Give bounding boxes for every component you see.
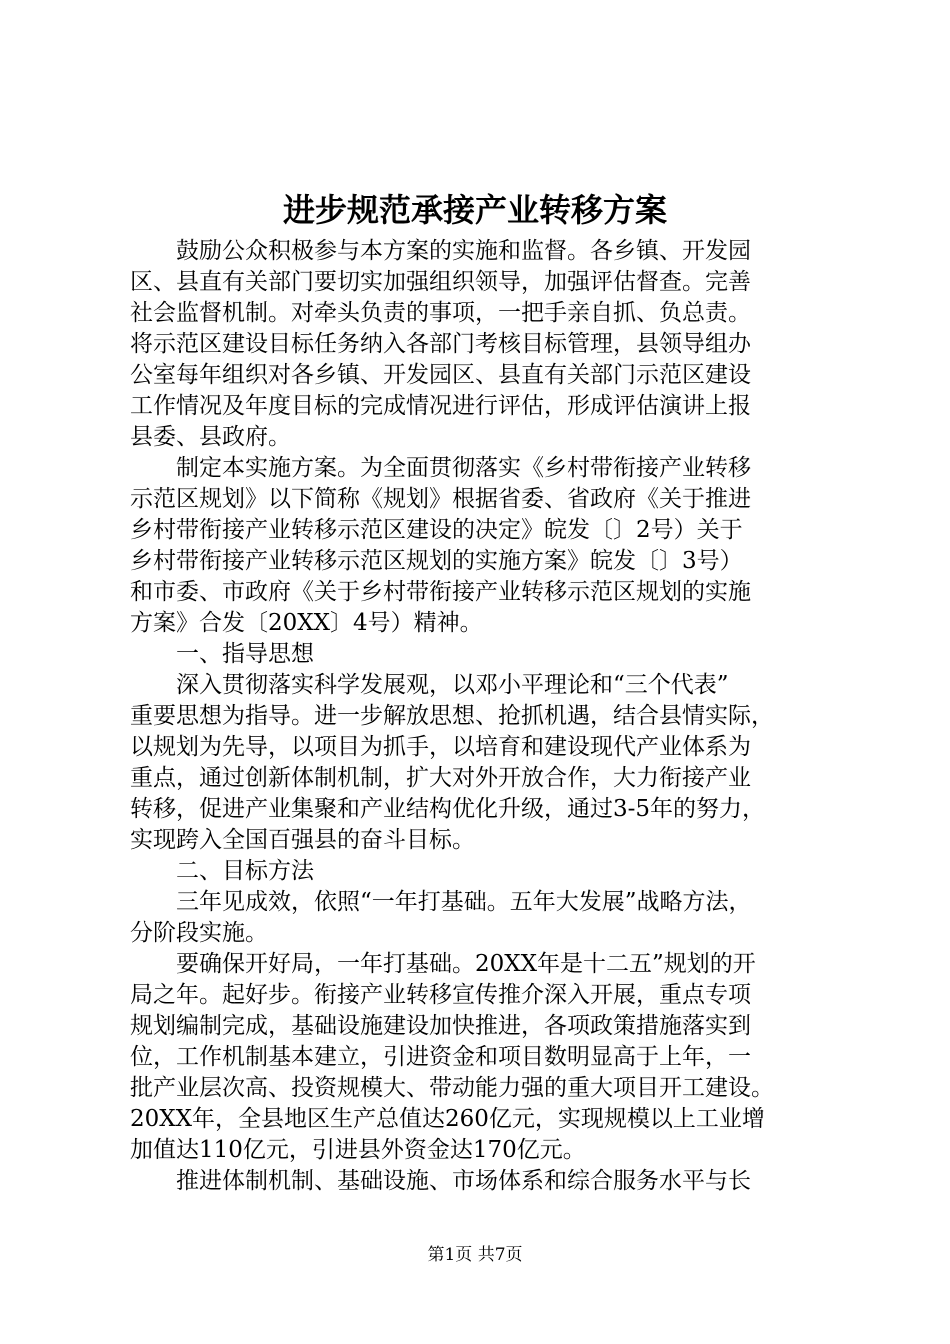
body-line: 鼓励公众积极参与本方案的实施和监督。各乡镇、开发园	[130, 238, 751, 264]
body-line: 规划编制完成，基础设施建设加快推进，各项政策措施落实到	[130, 1013, 751, 1039]
body-line: 公室每年组织对各乡镇、开发园区、县直有关部门示范区建设	[130, 362, 751, 388]
body-line: 20XX年，全县地区生产总值达260亿元，实现规模以上工业增	[130, 1106, 765, 1132]
body-line: 分阶段实施。	[130, 920, 268, 946]
body-line: 加值达110亿元，引进县外资金达170亿元。	[130, 1137, 586, 1163]
body-line: 三年见成效，依照“一年打基础。五年大发展”战略方法，	[130, 889, 752, 915]
body-line: 实现跨入全国百强县的奋斗目标。	[130, 827, 475, 853]
body-line: 示范区规划》以下简称《规划》根据省委、省政府《关于推进	[130, 486, 751, 512]
body-line: 要确保开好局，一年打基础。20XX年是十二五”规划的开	[130, 951, 756, 977]
document-title: 进步规范承接产业转移方案	[282, 191, 667, 229]
body-line: 推进体制机制、基础设施、市场体系和综合服务水平与长	[130, 1168, 751, 1194]
body-line: 重点，通过创新体制机制，扩大对外开放合作，大力衔接产业	[130, 765, 751, 791]
body-line: 局之年。起好步。衔接产业转移宣传推介深入开展，重点专项	[130, 982, 751, 1008]
body-line: 批产业层次高、投资规模大、带动能力强的重大项目开工建设。	[130, 1075, 774, 1101]
section-heading: 一、指导思想	[130, 641, 314, 667]
page-number-footer: 第1页 共7页	[427, 1245, 523, 1265]
body-line: 县委、县政府。	[130, 424, 291, 450]
body-line: 重要思想为指导。进一步解放思想、抢抓机遇，结合县情实际，	[130, 703, 774, 729]
body-line: 工作情况及年度目标的完成情况进行评估，形成评估演讲上报	[130, 393, 751, 419]
body-line: 社会监督机制。对牵头负责的事项，一把手亲自抓、负总责。	[130, 300, 751, 326]
document-body	[130, 236, 835, 1197]
body-line: 制定本实施方案。为全面贯彻落实《乡村带衔接产业转移	[130, 455, 751, 481]
body-line: 转移，促进产业集聚和产业结构优化升级，通过3-5年的努力，	[130, 796, 766, 822]
body-line: 乡村带衔接产业转移示范区规划的实施方案》皖发〔〕3号）	[130, 548, 743, 574]
body-line: 区、县直有关部门要切实加强组织领导，加强评估督查。完善	[130, 269, 751, 295]
body-line: 深入贯彻落实科学发展观，以邓小平理论和“三个代表”	[130, 672, 729, 698]
body-line: 方案》合发〔20XX〕4号）精神。	[130, 610, 483, 636]
section-heading: 二、目标方法	[130, 858, 314, 884]
body-line: 以规划为先导，以项目为抓手，以培育和建设现代产业体系为	[130, 734, 751, 760]
body-line: 位，工作机制基本建立，引进资金和项目数明显高于上年，一	[130, 1044, 751, 1070]
body-line: 乡村带衔接产业转移示范区建设的决定》皖发〔〕2号）关于	[130, 517, 743, 543]
body-line: 和市委、市政府《关于乡村带衔接产业转移示范区规划的实施	[130, 579, 751, 605]
body-line: 将示范区建设目标任务纳入各部门考核目标管理，县领导组办	[130, 331, 751, 357]
